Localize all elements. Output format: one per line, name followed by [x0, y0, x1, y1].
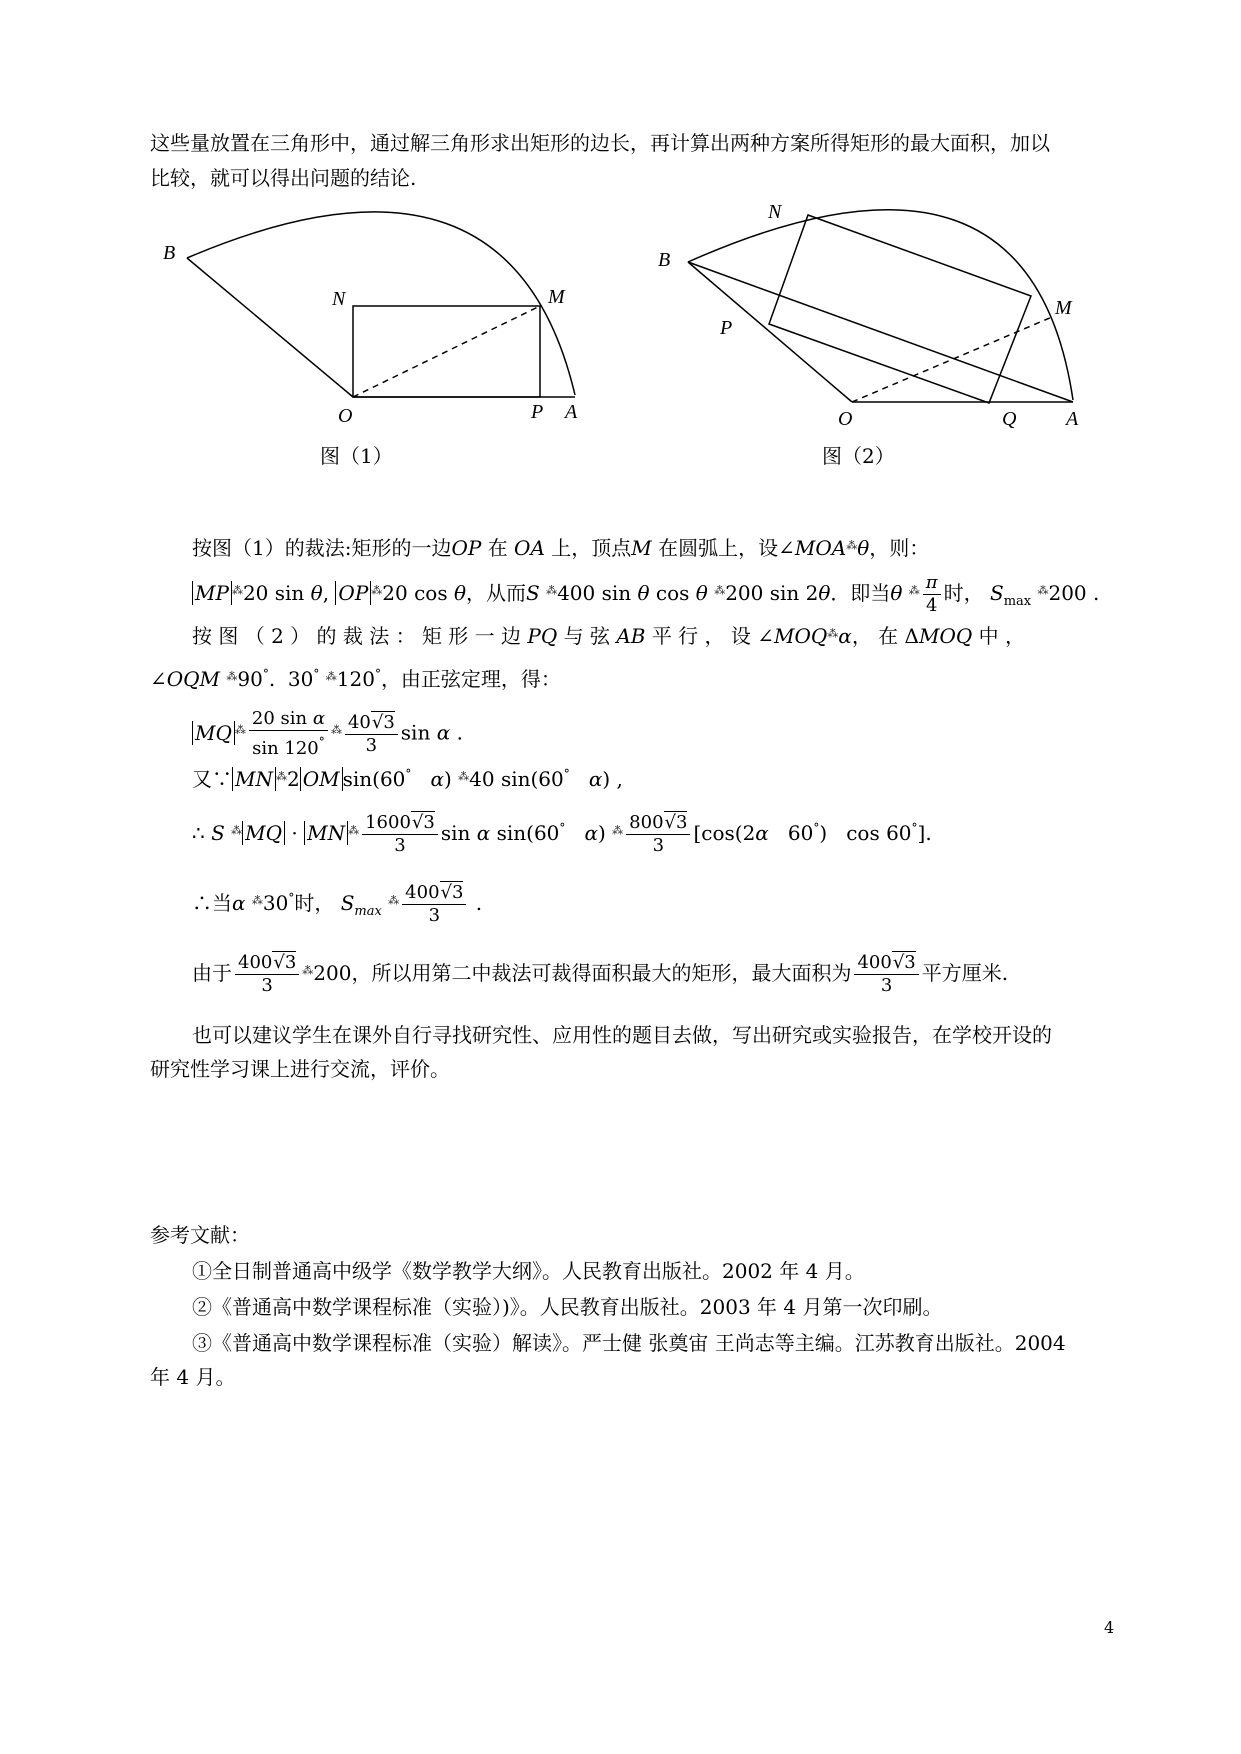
- reference-item-3: ③《普通高中数学课程标准（实验）解读》。严士健 张奠宙 王尚志等主编。江苏教育出版社。2004: [192, 1331, 1066, 1355]
- fig2-arc: [688, 210, 1073, 400]
- mn-equation: 又∵ MN ⁂2 OM sin(60° α) ⁂40 sin(60° α) ,: [192, 767, 623, 791]
- figure-1-diagram: [150, 200, 600, 440]
- fig1-label-m: M: [548, 286, 565, 308]
- page-number: 4: [1104, 1618, 1115, 1637]
- reference-item-1: ①全日制普通高中级学《数学教学大纲》。人民教育出版社。2002 年 4 月。: [192, 1259, 865, 1283]
- fig1-radius-ob: [187, 258, 353, 397]
- figure-2-diagram: [650, 195, 1100, 435]
- area-equation: ∴ S ⁂ MQ · MN ⁂ $\frac{1600√3}{3}$ sin α sin(60° α) ⁂ $\frac{800√3}{3}$ [cos(2α 60°) cos 60°].: [192, 812, 932, 856]
- fig1-label-o: O: [338, 405, 353, 427]
- fig2-label-p: P: [720, 317, 733, 339]
- reference-item-2: ②《普通高中数学课程标准（实验）)》。人民教育出版社。2003 年 4 月第一次印刷。: [192, 1295, 943, 1319]
- references-heading: 参考文献：: [150, 1223, 250, 1247]
- method1-equation: MP ⁂20 sin θ, OP ⁂20 cos θ，从而S ⁂400 sin θ cos θ ⁂200 sin 2θ．即当θ ⁂ $\frac{\pi}{4}$ 时， $S_{max}$ ⁂200 .: [192, 572, 1099, 617]
- reference-item-3-cont: 年 4 月。: [150, 1365, 236, 1389]
- mq-equation: MQ ⁂ $\frac{\text{20 sin α}}{\sin 120^\circ}$ ⁂ $\frac{40√3}{3}$ sin α .: [192, 708, 463, 760]
- figure-1-caption: 图（1）: [320, 444, 393, 468]
- max-equation: ∴当α ⁂30°时， $S_{max}$ ⁂ $\frac{400√3}{3}$ .: [192, 882, 483, 926]
- fig1-arc: [187, 212, 575, 395]
- fig2-label-n: N: [768, 201, 782, 223]
- fig2-radius-ob: [688, 262, 852, 402]
- fig1-diagonal-om: [353, 306, 540, 397]
- conclusion-line: 由于 $\frac{400√3}{3}$ ⁂200，所以用第二中裁法可裁得面积最大的矩形，最大面积为 $\frac{400√3}{3}$ 平方厘米.: [192, 952, 1009, 996]
- fig2-label-m: M: [1055, 297, 1072, 319]
- fig2-label-b: B: [658, 249, 671, 271]
- fig2-label-q: Q: [1002, 408, 1017, 430]
- fig2-label-a: A: [1066, 408, 1079, 430]
- suggestion-line-2: 研究性学习课上进行交流，评价。: [150, 1057, 450, 1081]
- fig1-label-p: P: [531, 401, 544, 423]
- method1-line: 按图（1）的裁法:矩形的一边OP 在 OA 上，顶点M 在圆弧上，设∠MOA⁂θ，则：: [192, 536, 930, 560]
- fig1-label-n: N: [332, 288, 346, 310]
- fig2-rectangle: [769, 215, 1031, 403]
- method2-line: 按 图 （ 2 ） 的 裁 法 ： 矩 形 一 边 PQ 与 弦 AB 平 行 ， 设 ∠MOQ⁂α， 在 ΔMOQ 中 ，: [192, 624, 1025, 648]
- figure-2-caption: 图（2）: [822, 444, 895, 468]
- fig1-label-b: B: [163, 242, 176, 264]
- suggestion-line-1: 也可以建议学生在课外自行寻找研究性、应用性的题目去做，写出研究或实验报告，在学校开设的: [192, 1023, 1052, 1047]
- intro-line-1: 这些量放置在三角形中，通过解三角形求出矩形的边长，再计算出两种方案所得矩形的最大面积，加以: [150, 131, 1050, 155]
- intro-line-2: 比较，就可以得出问题的结论.: [150, 166, 417, 190]
- fig2-label-o: O: [838, 408, 853, 430]
- fig1-label-a: A: [565, 401, 578, 423]
- angle-line: ∠OQM ⁂90°. 30° ⁂120°，由正弦定理，得：: [150, 667, 561, 691]
